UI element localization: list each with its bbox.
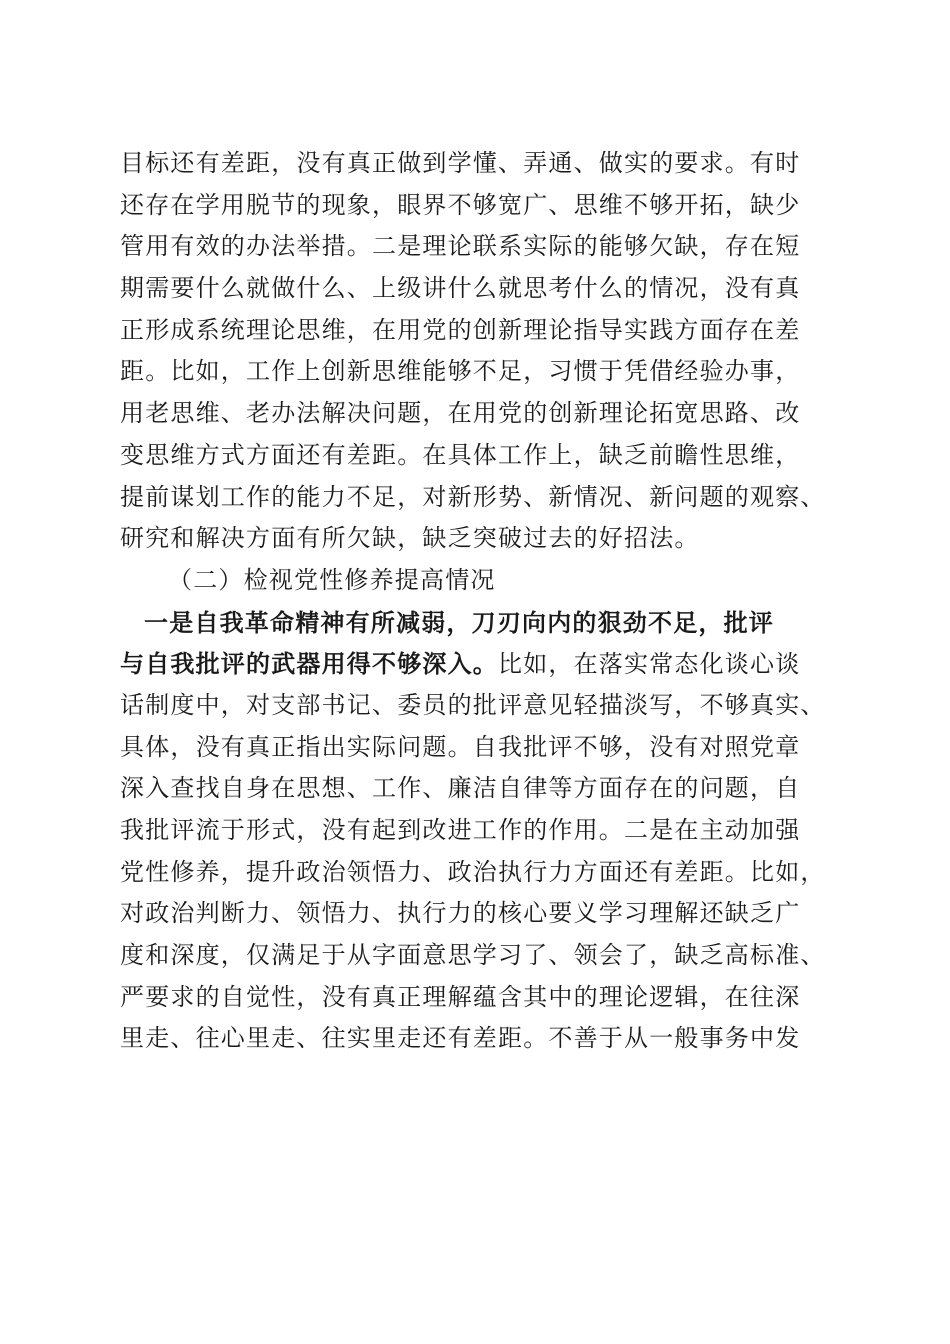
document-body bbox=[120, 143, 832, 1060]
text-line: 还存在学用脱节的现象，眼界不够宽广、思维不够开拓，缺少 bbox=[120, 190, 801, 219]
text-line: 对政治判断力、领悟力、执行力的核心要义学习理解还缺乏广 bbox=[120, 899, 801, 928]
mixed-text-line bbox=[120, 643, 832, 685]
text-line: 提前谋划工作的能力不足，对新形势、新情况、新问题的观察、 bbox=[120, 482, 826, 511]
text-line: 深入查找自身在思想、工作、廉洁自律等方面存在的问题，自 bbox=[120, 774, 801, 803]
text-line: 具体，没有真正指出实际问题。自我批评不够，没有对照党章 bbox=[120, 732, 801, 761]
text-line: 党性修养，提升政治领悟力、政治执行力方面还有差距。比如， bbox=[120, 857, 826, 886]
text-line: 里走、往心里走、往实里走还有差距。不善于从一般事务中发 bbox=[120, 1024, 801, 1053]
text-line: 变思维方式方面还有差距。在具体工作上，缺乏前瞻性思维， bbox=[120, 440, 801, 469]
text-line: 用老思维、老办法解决问题，在用党的创新理论拓宽思路、改 bbox=[120, 399, 801, 428]
bold-text-line: 一是自我革命精神有所减弱，刀刃向内的狠劲不足，批评 bbox=[144, 607, 774, 637]
text-line: 管用有效的办法举措。二是理论联系实际的能够欠缺，存在短 bbox=[120, 232, 801, 261]
text-line: 严要求的自觉性，没有真正理解蕴含其中的理论逻辑，在往深 bbox=[120, 982, 801, 1011]
section-heading: （二）检视党性修养提高情况 bbox=[168, 565, 496, 594]
text-line: 话制度中，对支部书记、委员的批评意见轻描淡写，不够真实、 bbox=[120, 690, 826, 719]
text-line: 我批评流于形式，没有起到改进工作的作用。二是在主动加强 bbox=[120, 816, 801, 844]
text-line: 期需要什么就做什么、上级讲什么就思考什么的情况，没有真 bbox=[120, 274, 801, 303]
text-line: 正形成系统理论思维，在用党的创新理论指导实践方面存在差 bbox=[120, 315, 801, 344]
text-line: 研究和解决方面有所欠缺，缺乏突破过去的好招法。 bbox=[120, 524, 700, 553]
bold-text-span: 与自我批评的武器用得不够深入。 bbox=[120, 649, 498, 679]
text-line: 距。比如，工作上创新思维能够不足，习惯于凭借经验办事， bbox=[120, 357, 801, 386]
text-line: 目标还有差距，没有真正做到学懂、弄通、做实的要求。有时 bbox=[120, 149, 801, 177]
text-line: 度和深度，仅满足于从字面意思学习了、领会了，缺乏高标准、 bbox=[120, 941, 826, 970]
text-span: 比如，在落实常态化谈心谈 bbox=[498, 650, 801, 679]
